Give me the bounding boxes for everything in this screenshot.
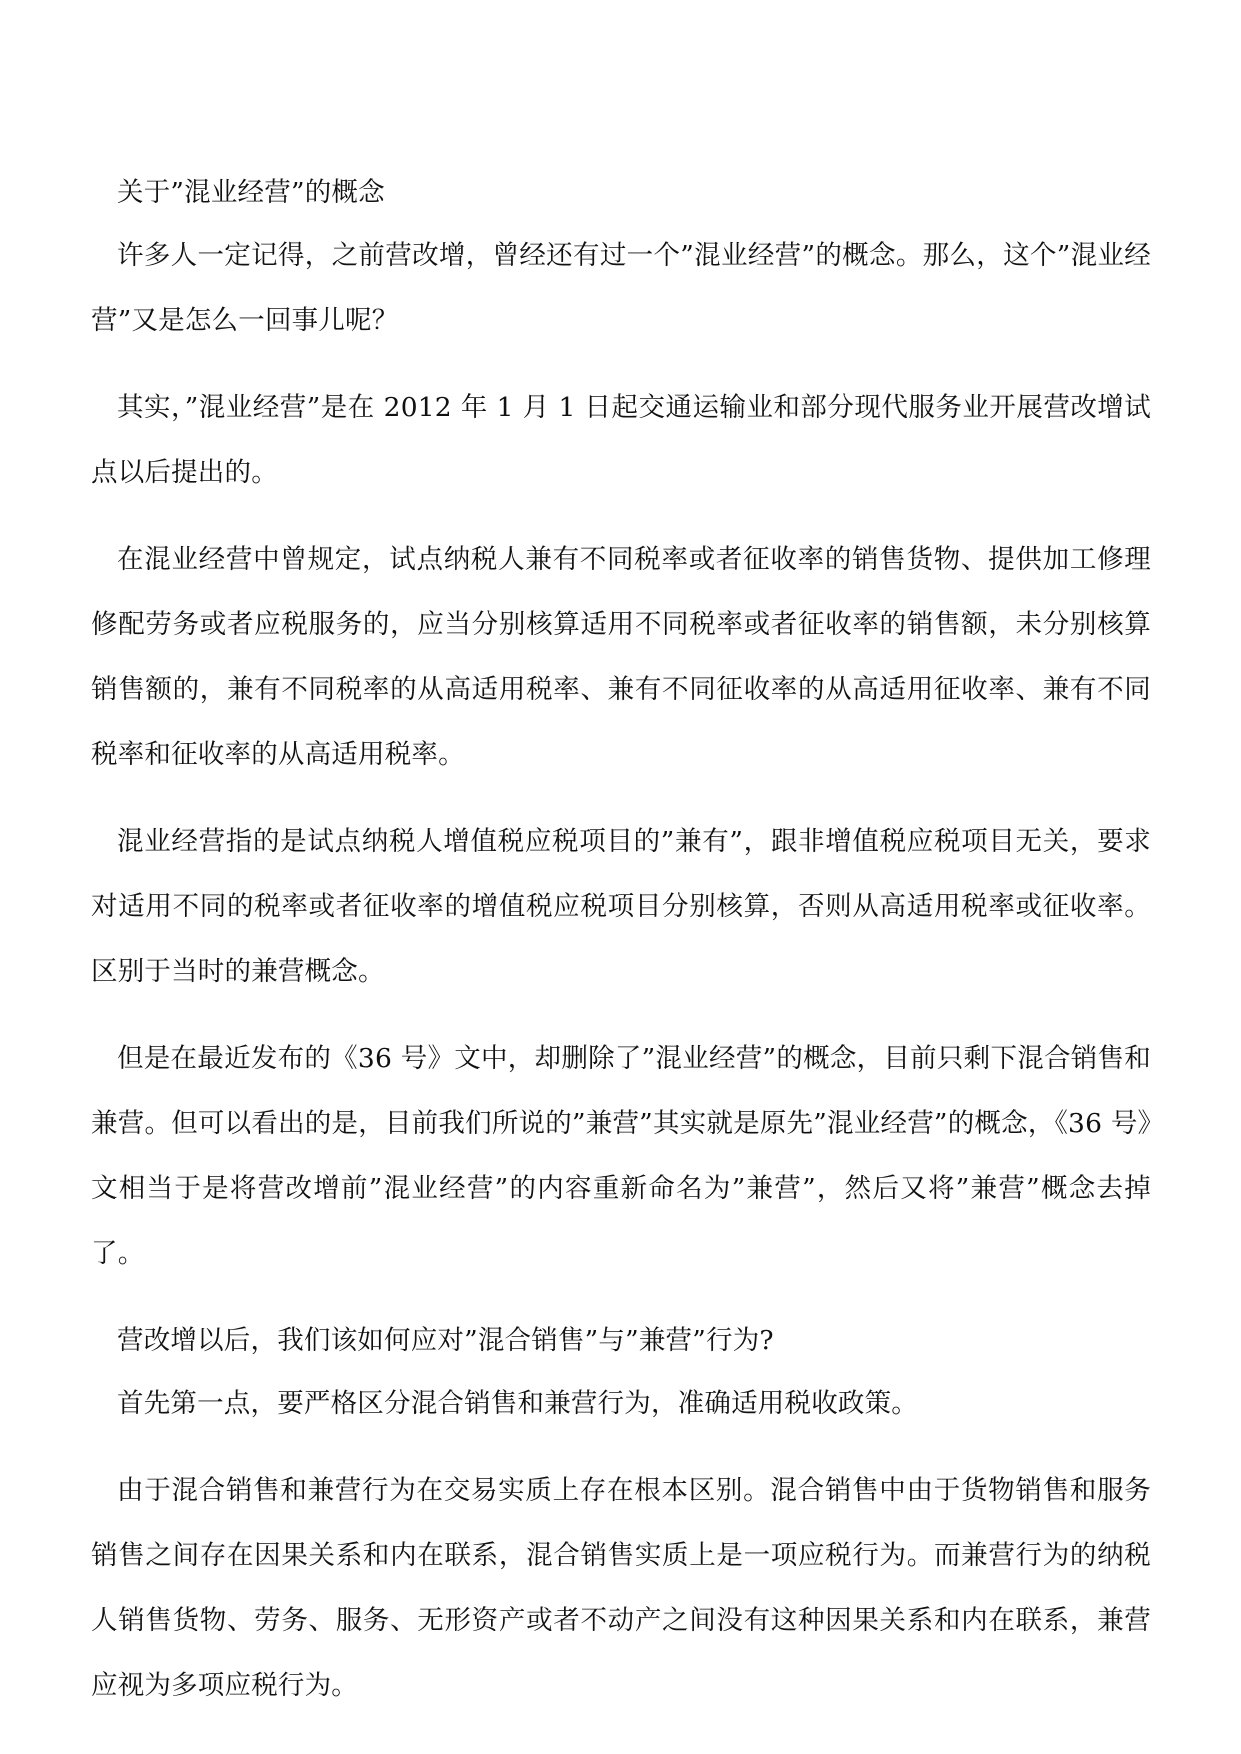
- paragraph: 其实，”混业经营”是在 2012 年 1 月 1 日起交通运输业和部分现代服务业开展营改增试点以后提出的。: [91, 392, 1151, 488]
- paragraph: 许多人一定记得，之前营改增，曾经还有过一个”混业经营”的概念。那么，这个”混业经营”又是怎么一回事儿呢？: [91, 240, 1151, 336]
- paragraph: 在混业经营中曾规定，试点纳税人兼有不同税率或者征收率的销售货物、提供加工修理修配劳务或者应税服务的，应当分别核算适用不同税率或者征收率的销售额，未分别核算销售额的，兼有不同税率的从高适用税率、兼有不同征收率的从高适用征收率、兼有不同税率和征收率的从高适用税率。: [91, 544, 1151, 770]
- section-heading: 关于”混业经营”的概念: [117, 177, 385, 208]
- paragraph: 由于混合销售和兼营行为在交易实质上存在根本区别。混合销售中由于货物销售和服务销售之间存在因果关系和内在联系，混合销售实质上是一项应税行为。而兼营行为的纳税人销售货物、劳务、服务、无形资产或者不动产之间没有这种因果关系和内在联系，兼营应视为多项应税行为。: [91, 1475, 1151, 1701]
- document-body: [91, 160, 1151, 1740]
- paragraph: 混业经营指的是试点纳税人增值税应税项目的”兼有”，跟非增值税应税项目无关，要求对适用不同的税率或者征收率的增值税应税项目分别核算，否则从高适用税率或征收率。区别于当时的兼营概念。: [91, 826, 1151, 987]
- paragraph: 但是在最近发布的《36 号》文中，却删除了”混业经营”的概念，目前只剩下混合销售和兼营。但可以看出的是，目前我们所说的”兼营”其实就是原先”混业经营”的概念，《36 号》文相当于是将营改增前”混业经营”的内容重新命名为”兼营”，然后又将”兼营”概念去掉了。: [91, 1043, 1151, 1269]
- section-heading: 营改增以后，我们该如何应对”混合销售”与”兼营”行为?: [117, 1325, 774, 1356]
- paragraph: 首先第一点，要严格区分混合销售和兼营行为，准确适用税收政策。: [117, 1388, 918, 1419]
